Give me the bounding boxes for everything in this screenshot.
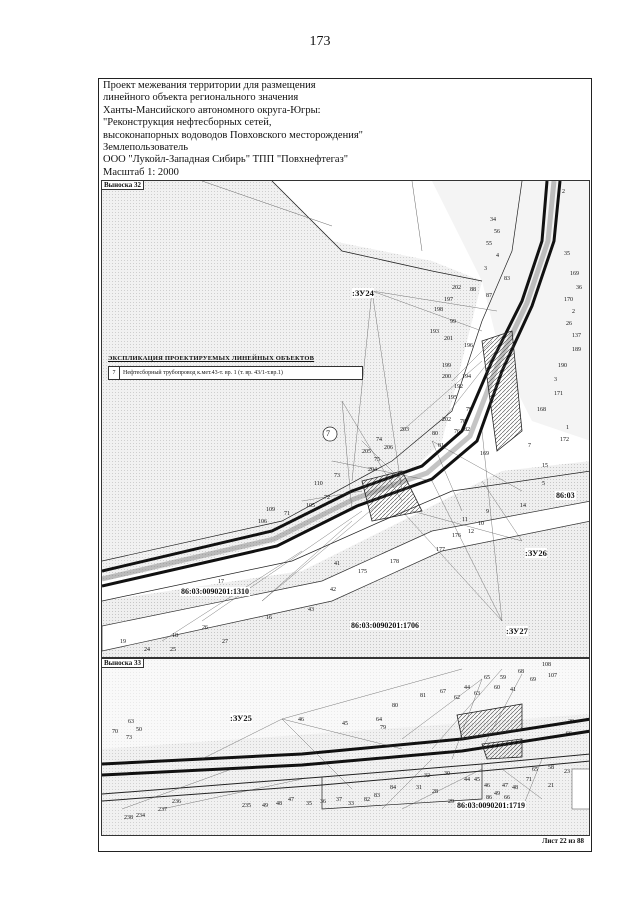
point-label: 81 [438,443,444,449]
point-label: 196 [464,343,473,349]
point-label: 5 [542,481,545,487]
point-label: 192 [454,384,463,390]
point-label: 80 [432,431,438,437]
point-label: 65 [532,767,538,773]
point-label: 29 [448,799,454,805]
point-label: 202 [442,417,451,423]
point-label: 20 [568,719,574,725]
point-label: 2 [572,309,575,315]
point-label: 58 [548,765,554,771]
point-label: 10 [478,521,484,527]
point-label: 194 [462,374,471,380]
point-label: 198 [434,307,443,313]
header-line: Масштаб 1: 2000 [103,166,179,178]
point-label: 79 [466,407,472,413]
point-label: 48 [276,801,282,807]
point-label: 27 [222,639,228,645]
point-label: 47 [502,783,508,789]
point-label: 64 [376,717,382,723]
point-label: 34 [490,217,496,223]
point-label: 82 [364,797,370,803]
point-label: 21 [548,783,554,789]
point-label: 45 [342,721,348,727]
point-label: 16 [266,615,272,621]
point-label: 63 [128,719,134,725]
point-label: 43 [308,607,314,613]
point-label: 99 [450,319,456,325]
point-label: 86 [486,795,492,801]
point-label: 24 [144,647,150,653]
point-label: 7 [528,443,531,449]
point-label: 204 [368,467,377,473]
point-label: 237 [158,807,167,813]
point-label: 1 [566,425,569,431]
point-label: 26 [202,625,208,631]
point-label: 199 [442,363,451,369]
point-label: 236 [172,799,181,805]
point-label: 202 [452,285,461,291]
point-label: 35 [564,251,570,257]
point-label: 4 [496,253,499,259]
point-label: 23 [564,769,570,775]
point-label: 44 [464,685,470,691]
inset-map-33 [101,658,590,836]
point-label: 45 [474,777,480,783]
point-label: 108 [542,662,551,668]
point-label: 49 [494,791,500,797]
point-label: 36 [576,285,582,291]
point-label: 33 [348,801,354,807]
point-label: 66 [504,795,510,801]
point-label: 107 [548,673,557,679]
cadastral-number: 86:03:0090201:1706 [351,621,419,630]
point-label: 73 [126,735,132,741]
point-label: 177 [436,547,445,553]
cadastral-number: 86:03:0090201:1719 [457,801,525,810]
legend-title: ЭКСПЛИКАЦИЯ ПРОЕКТИРУЕМЫХ ЛИНЕЙНЫХ ОБЪЕКТОВ [108,355,315,362]
document-header [103,80,363,179]
legend-row-text: Нефтесборный трубопровод к.мет.43-т. вр. 1 (т. вр. 43/1-т.вр.1) [123,370,283,376]
point-label: 238 [124,815,133,821]
point-label: 37 [336,797,342,803]
zone-label: :ЗУ26 [525,548,547,558]
point-label: 71 [284,511,290,517]
point-label: 25 [170,647,176,653]
point-label: 17 [218,579,224,585]
header-line: линейного объекта регионального значения [103,92,299,104]
point-label: 49 [262,803,268,809]
point-label: 81 [420,693,426,699]
point-label: 189 [572,347,581,353]
point-label: 46 [484,783,490,789]
point-label: 79 [380,725,386,731]
point-label: 11 [462,517,468,523]
point-label: 32 [424,773,430,779]
point-label: 206 [384,445,393,451]
point-label: 190 [558,363,567,369]
point-label: 35 [306,801,312,807]
point-label: 137 [572,333,581,339]
point-label: 170 [564,297,573,303]
point-label: 109 [266,507,275,513]
point-label: 106 [258,519,267,525]
header-line: ООО "Лукойл-Западная Сибирь" ТПП "Повхнефтегаз" [103,154,349,166]
header-line: Землепользователь [103,141,189,153]
point-label: 44 [464,777,470,783]
point-label: 31 [416,785,422,791]
point-label: 82 [464,427,470,433]
point-label: 83 [504,276,510,282]
point-label: 2 [562,189,565,195]
point-label: 14 [520,503,526,509]
header-line: высоконапорных водоводов Повховского месторождения" [103,129,363,141]
point-label: 75 [374,457,380,463]
point-label: 168 [537,407,546,413]
point-label: 47 [288,797,294,803]
point-label: 195 [448,395,457,401]
point-label: 59 [500,675,506,681]
point-label: 171 [554,391,563,397]
point-label: 197 [444,297,453,303]
point-label: 76 [454,429,460,435]
point-label: 3 [484,266,487,272]
point-label: 67 [440,689,446,695]
header-line: "Реконструкция нефтесборных сетей, [103,117,272,129]
legend-row-number: 7 [109,367,120,379]
point-label: 18 [172,633,178,639]
point-label: 55 [486,241,492,247]
point-label: 201 [444,336,453,342]
point-label: 65 [484,675,490,681]
point-label: 46 [298,717,304,723]
zone-label: :ЗУ25 [230,713,252,723]
point-label: 235 [242,803,251,809]
point-label: 15 [542,463,548,469]
point-label: 66 [566,731,572,737]
point-label: 200 [442,374,451,380]
point-label: 3 [554,377,557,383]
point-label: 69 [530,677,536,683]
point-label: 178 [390,559,399,565]
point-label: 74 [376,437,382,443]
point-label: 176 [452,533,461,539]
point-label: 71 [526,777,532,783]
point-label: 42 [330,587,336,593]
point-label: 41 [510,687,516,693]
point-label: 205 [362,449,371,455]
point-label: 73 [334,473,340,479]
point-label: 48 [512,785,518,791]
point-label: 88 [470,287,476,293]
circle-label: 7 [326,429,330,438]
point-label: 70 [112,729,118,735]
point-label: 56 [494,229,500,235]
point-label: 19 [120,639,126,645]
point-label: 60 [494,685,500,691]
point-label: 78 [460,419,466,425]
point-label: 50 [136,727,142,733]
point-label: 84 [390,785,396,791]
point-label: 234 [136,813,145,819]
point-label: 203 [400,427,409,433]
cadastral-number: 86:03:0090201:1310 [181,587,249,596]
header-line: Ханты-Мансийского автономного округа-Югры: [103,104,321,116]
point-label: 110 [314,481,323,487]
point-label: 193 [430,329,439,335]
point-label: 30 [444,771,450,777]
zone-label: :ЗУ24 [352,288,374,298]
inset-map-32 [101,180,590,658]
point-label: 62 [454,695,460,701]
point-label: 28 [432,789,438,795]
point-label: 169 [570,271,579,277]
header-line: Проект межевания территории для размещения [103,80,316,91]
legend-table [108,355,363,380]
inset-label-32: Выноска 32 [102,181,144,190]
legend-row [108,366,363,380]
point-label: 36 [320,799,326,805]
point-label: 83 [374,793,380,799]
map-drawing-32 [102,181,590,658]
cadastral-number: 86:03 [556,491,575,500]
sheet-number: Лист 22 из 88 [542,837,584,845]
point-label: 105 [306,503,315,509]
point-label: 12 [468,529,474,535]
point-label: 169 [480,451,489,457]
point-label: 41 [334,561,340,567]
point-label: 26 [566,321,572,327]
point-label: 87 [486,293,492,299]
inset-label-33: Выноска 33 [102,659,144,668]
point-label: 68 [518,669,524,675]
point-label: 175 [358,569,367,575]
point-label: 72 [324,495,330,501]
point-label: 80 [392,703,398,709]
point-label: 63 [474,691,480,697]
point-label: 9 [486,509,489,515]
point-label: 172 [560,437,569,443]
page-number: 173 [309,34,331,49]
zone-label: :ЗУ27 [506,626,528,636]
